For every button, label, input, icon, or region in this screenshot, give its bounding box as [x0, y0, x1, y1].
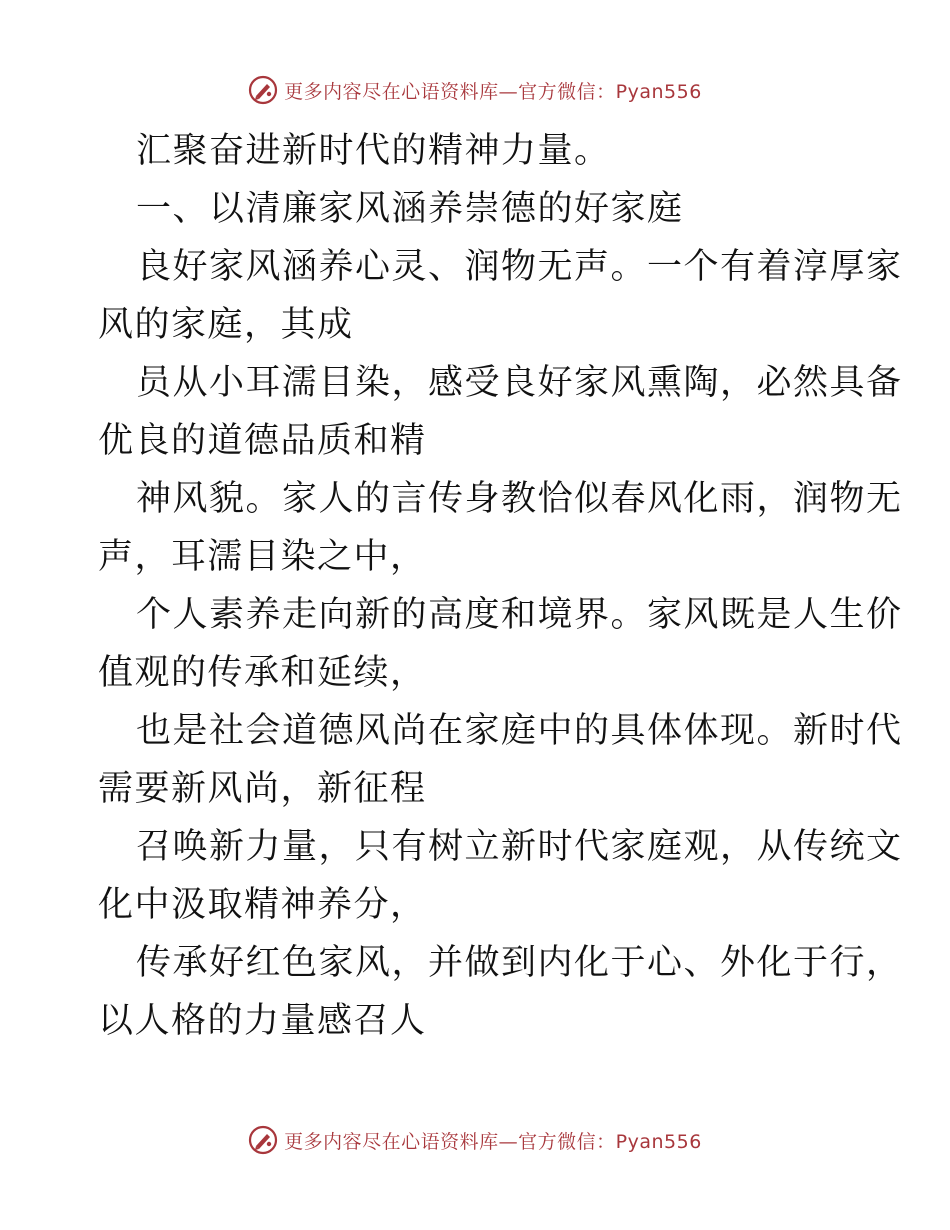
footer-banner: [0, 1120, 950, 1160]
text-line: 以人格的力量感召人: [98, 1001, 427, 1041]
section-heading: 一、以清廉家风涵养崇德的好家庭: [136, 189, 684, 229]
document-body: [98, 122, 903, 1050]
text-line: 也是社会道德风尚在家庭中的具体体现。新时代: [136, 711, 903, 751]
text-line: 声，耳濡目染之中，: [98, 537, 427, 577]
banner-text: 更多内容尽在心语资料库—官方微信：Pyan556: [284, 80, 702, 103]
text-line: 员从小耳濡目染，感受良好家风熏陶，必然具备: [136, 363, 903, 403]
pen-seal-icon: [248, 1125, 278, 1155]
text-line: 传承好红色家风，并做到内化于心、外化于行，: [136, 943, 903, 983]
text-line: 化中汲取精神养分，: [98, 885, 427, 925]
pen-seal-icon: [248, 75, 278, 105]
text-line: 优良的道德品质和精: [98, 421, 427, 461]
text-line: 风的家庭，其成: [98, 305, 354, 345]
text-line: 个人素养走向新的高度和境界。家风既是人生价: [136, 595, 903, 635]
text-line: 神风貌。家人的言传身教恰似春风化雨，润物无: [136, 479, 903, 519]
wechat-id: Pyan556: [615, 80, 702, 103]
text-line: 良好家风涵养心灵、润物无声。一个有着淳厚家: [136, 247, 903, 287]
text-line: 召唤新力量，只有树立新时代家庭观，从传统文: [136, 827, 903, 867]
banner-text: 更多内容尽在心语资料库—官方微信：Pyan556: [284, 1130, 702, 1153]
header-banner: [0, 70, 950, 110]
text-line: 值观的传承和延续，: [98, 653, 427, 693]
text-line: 汇聚奋进新时代的精神力量。: [136, 131, 611, 171]
text-line: 需要新风尚，新征程: [98, 769, 427, 809]
wechat-id: Pyan556: [615, 1130, 702, 1153]
